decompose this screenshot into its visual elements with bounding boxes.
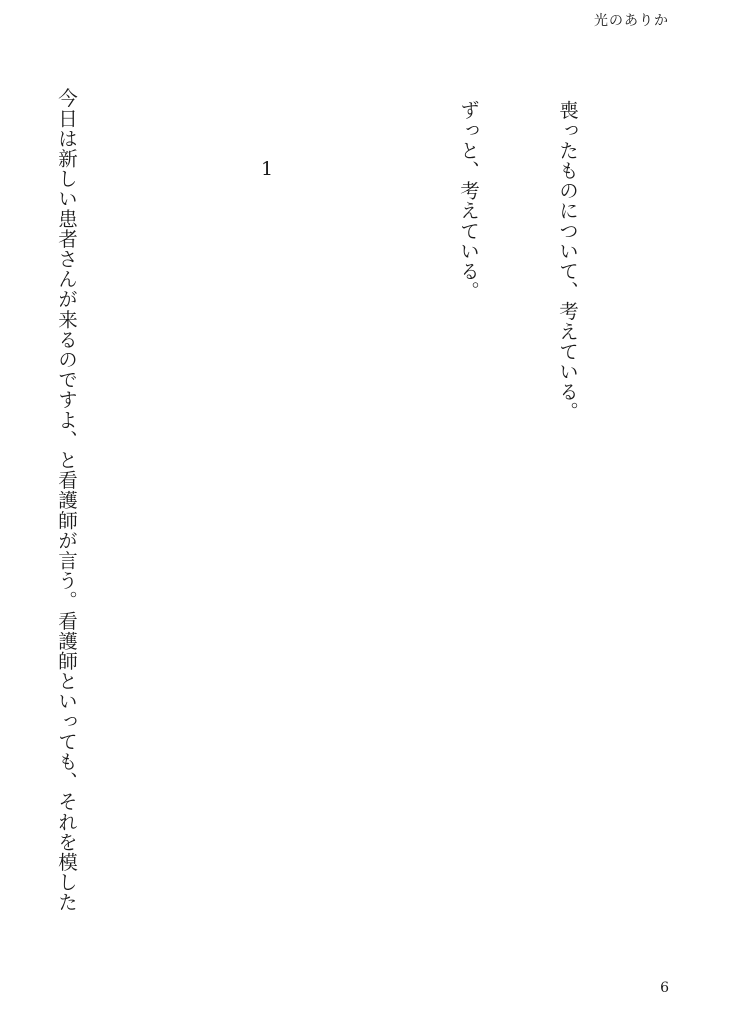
running-head-title: 光のありか — [594, 13, 669, 29]
body-line-1: 今日は新しい患者さんが来るのですよ、と看護師が言う。看護師といっても、それを模した — [55, 88, 78, 913]
vertical-text-body — [0, 88, 650, 973]
chapter-number: 1 — [256, 158, 278, 181]
page-number: 6 — [660, 980, 669, 996]
spacer — [149, 88, 179, 973]
epigraph-line-2: ずっと、考えている。 — [457, 100, 480, 301]
spacer — [349, 88, 386, 973]
epigraph-line-1: 喪ったものについて、考えている。 — [556, 100, 579, 422]
